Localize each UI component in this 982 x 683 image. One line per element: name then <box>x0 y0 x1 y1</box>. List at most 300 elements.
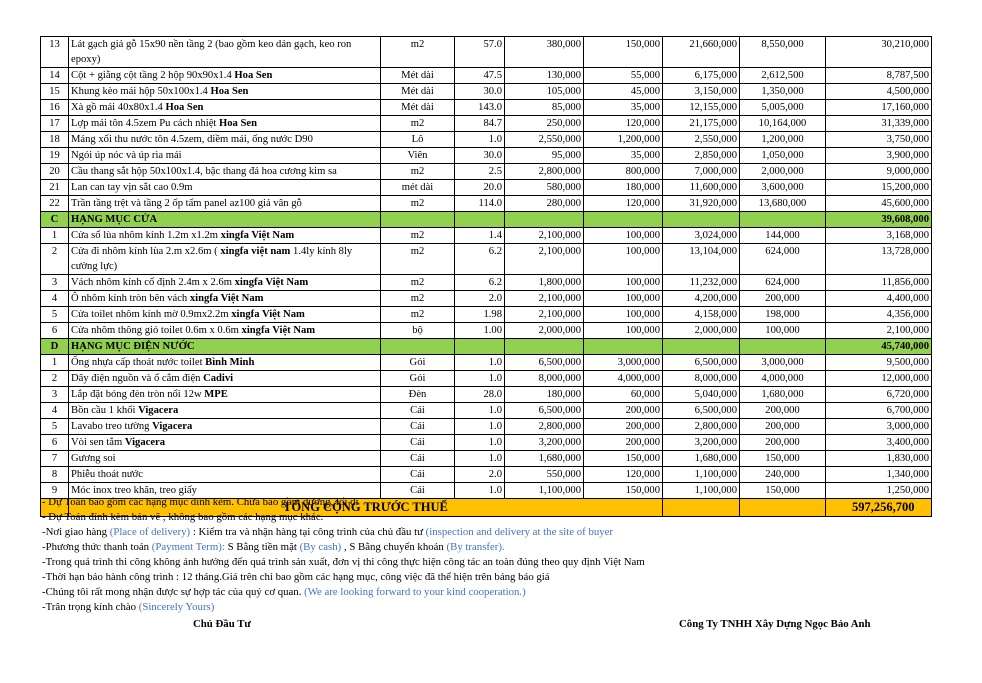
item-description <box>69 339 381 355</box>
material-unit-price: 6,500,000 <box>505 403 584 419</box>
labor-amount: 2,612,500 <box>740 68 826 84</box>
description-text: Ô nhôm kính tròn bên vách <box>71 293 190 304</box>
row-number: 3 <box>41 275 69 291</box>
unit: Cái <box>381 467 455 483</box>
table-row <box>41 132 932 148</box>
note-line <box>42 600 645 615</box>
row-total: 3,750,000 <box>826 132 932 148</box>
row-total: 39,608,000 <box>826 212 932 228</box>
note-text: -Phương thức thanh toán <box>42 541 152 553</box>
table-row <box>41 116 932 132</box>
material-unit-price: 1,100,000 <box>505 483 584 499</box>
description-text: Ống nhựa cấp thoát nước toilet <box>71 357 206 368</box>
labor-unit-price: 3,000,000 <box>584 355 663 371</box>
labor-amount: 4,000,000 <box>740 371 826 387</box>
row-total: 4,400,000 <box>826 291 932 307</box>
description-text: Khung kèo mái hộp 50x100x1.4 <box>71 86 211 97</box>
labor-unit-price: 35,000 <box>584 148 663 164</box>
labor-unit-price: 150,000 <box>584 37 663 68</box>
quotation-table-body <box>41 37 932 517</box>
labor-unit-price: 200,000 <box>584 419 663 435</box>
unit: bộ <box>381 323 455 339</box>
empty-cell <box>740 339 826 355</box>
row-number: 21 <box>41 180 69 196</box>
empty-cell <box>584 212 663 228</box>
labor-amount: 240,000 <box>740 467 826 483</box>
quantity: 1.0 <box>455 403 505 419</box>
row-number: D <box>41 339 69 355</box>
material-unit-price: 130,000 <box>505 68 584 84</box>
labor-unit-price: 100,000 <box>584 275 663 291</box>
labor-amount: 144,000 <box>740 228 826 244</box>
unit: mét dài <box>381 180 455 196</box>
empty-cell <box>740 499 826 517</box>
quantity: 6.2 <box>455 244 505 275</box>
table-row <box>41 68 932 84</box>
material-unit-price: 250,000 <box>505 116 584 132</box>
material-unit-price: 6,500,000 <box>505 355 584 371</box>
unit: Cái <box>381 403 455 419</box>
description-text: Lan can tay vịn sắt cao 0.9m <box>71 182 193 193</box>
description-text: Phiễu thoát nước <box>71 469 143 480</box>
quantity: 57.0 <box>455 37 505 68</box>
brand-name: xingfa Việt Nam <box>231 309 305 320</box>
material-amount: 5,040,000 <box>663 387 740 403</box>
unit: m2 <box>381 291 455 307</box>
labor-unit-price: 150,000 <box>584 483 663 499</box>
material-amount: 1,100,000 <box>663 467 740 483</box>
row-total: 9,000,000 <box>826 164 932 180</box>
description-text: Ngói úp nóc và úp rìa mái <box>71 150 182 161</box>
labor-unit-price: 800,000 <box>584 164 663 180</box>
quantity: 1.98 <box>455 307 505 323</box>
empty-cell <box>663 212 740 228</box>
quantity: 1.0 <box>455 355 505 371</box>
row-number: 20 <box>41 164 69 180</box>
description-text: Cửa sổ lùa nhôm kính 1.2m x1.2m <box>71 230 221 241</box>
material-unit-price: 95,000 <box>505 148 584 164</box>
table-row <box>41 403 932 419</box>
brand-name: Vigacera <box>152 421 193 432</box>
quotation-table <box>40 36 932 517</box>
labor-unit-price: 55,000 <box>584 68 663 84</box>
material-amount: 2,800,000 <box>663 419 740 435</box>
unit: Gói <box>381 355 455 371</box>
unit: m2 <box>381 228 455 244</box>
item-description <box>69 164 381 180</box>
material-amount: 1,680,000 <box>663 451 740 467</box>
note-text: -Thời hạn bảo hành công trình : 12 tháng.Giá trên chỉ bao gồm các hạng mục, công việc đã thể hiện trên bảng báo giá <box>42 571 550 583</box>
material-amount: 6,500,000 <box>663 355 740 371</box>
material-amount: 12,155,000 <box>663 100 740 116</box>
row-number: 3 <box>41 387 69 403</box>
table-row <box>41 371 932 387</box>
quantity: 20.0 <box>455 180 505 196</box>
brand-name: Hoa Sen <box>219 118 257 129</box>
labor-unit-price: 100,000 <box>584 244 663 275</box>
row-total: 3,400,000 <box>826 435 932 451</box>
empty-cell <box>381 339 455 355</box>
material-unit-price: 280,000 <box>505 196 584 212</box>
note-line <box>42 585 645 600</box>
item-description <box>69 228 381 244</box>
brand-name: Bình Minh <box>205 357 255 368</box>
labor-unit-price: 150,000 <box>584 451 663 467</box>
item-description <box>69 244 381 275</box>
note-line <box>42 570 645 585</box>
quantity: 1.0 <box>455 435 505 451</box>
row-total: 9,500,000 <box>826 355 932 371</box>
quantity: 1.0 <box>455 132 505 148</box>
row-number: 9 <box>41 483 69 499</box>
row-total: 30,210,000 <box>826 37 932 68</box>
labor-amount: 200,000 <box>740 403 826 419</box>
material-amount: 6,175,000 <box>663 68 740 84</box>
row-total: 13,728,000 <box>826 244 932 275</box>
row-total: 31,339,000 <box>826 116 932 132</box>
labor-unit-price: 100,000 <box>584 291 663 307</box>
quantity: 30.0 <box>455 84 505 100</box>
grand-total-value: 597,256,700 <box>826 499 932 517</box>
item-description <box>69 371 381 387</box>
item-description <box>69 132 381 148</box>
labor-unit-price: 120,000 <box>584 116 663 132</box>
row-number: 1 <box>41 355 69 371</box>
row-total: 45,600,000 <box>826 196 932 212</box>
unit: Cái <box>381 419 455 435</box>
unit: Cái <box>381 451 455 467</box>
material-amount: 4,158,000 <box>663 307 740 323</box>
table-row <box>41 467 932 483</box>
labor-amount: 150,000 <box>740 483 826 499</box>
material-amount: 3,150,000 <box>663 84 740 100</box>
description-text: Dây điện nguồn và ổ cắm điện <box>71 373 204 384</box>
labor-amount: 8,550,000 <box>740 37 826 68</box>
brand-name: Hoa Sen <box>210 86 249 97</box>
unit: Mét dài <box>381 68 455 84</box>
description-text: Lavabo treo tường <box>71 421 153 432</box>
quantity: 84.7 <box>455 116 505 132</box>
quantity: 1.0 <box>455 483 505 499</box>
labor-unit-price: 35,000 <box>584 100 663 116</box>
row-number: 6 <box>41 435 69 451</box>
material-amount: 3,200,000 <box>663 435 740 451</box>
quantity: 1.0 <box>455 419 505 435</box>
empty-cell <box>663 339 740 355</box>
note-english: (We are looking forward to your kind cooperation.) <box>304 586 526 598</box>
table-row <box>41 291 932 307</box>
labor-amount: 1,680,000 <box>740 387 826 403</box>
row-number: 5 <box>41 307 69 323</box>
quantity: 30.0 <box>455 148 505 164</box>
row-number: 19 <box>41 148 69 164</box>
unit: m2 <box>381 307 455 323</box>
quantity: 2.0 <box>455 467 505 483</box>
row-number: 6 <box>41 323 69 339</box>
item-description <box>69 212 381 228</box>
quantity: 47.5 <box>455 68 505 84</box>
row-number: 1 <box>41 228 69 244</box>
quantity: 28.0 <box>455 387 505 403</box>
labor-amount: 624,000 <box>740 244 826 275</box>
item-description <box>69 148 381 164</box>
description-text: HẠNG MỤC CỬA <box>71 214 158 225</box>
unit: Mét dài <box>381 84 455 100</box>
material-amount: 2,000,000 <box>663 323 740 339</box>
row-total: 12,000,000 <box>826 371 932 387</box>
table-row <box>41 180 932 196</box>
material-unit-price: 2,100,000 <box>505 244 584 275</box>
description-text: Móc inox treo khăn, treo giấy <box>71 485 197 496</box>
unit: Viên <box>381 148 455 164</box>
table-row <box>41 196 932 212</box>
item-description <box>69 435 381 451</box>
material-unit-price: 2,100,000 <box>505 291 584 307</box>
row-number: 22 <box>41 196 69 212</box>
table-row <box>41 164 932 180</box>
note-text: - Dự Toán bao gồm các hạng mục đính kèm. Chưa bao gồm đường, lối đi <box>42 496 359 508</box>
row-total: 17,160,000 <box>826 100 932 116</box>
table-row <box>41 228 932 244</box>
row-number: 8 <box>41 467 69 483</box>
note-english: (By cash) <box>299 541 342 553</box>
labor-amount: 1,050,000 <box>740 148 826 164</box>
item-description <box>69 307 381 323</box>
row-number: 2 <box>41 244 69 275</box>
unit: Gói <box>381 371 455 387</box>
description-text: Trần tầng trệt và tầng 2 ốp tấm panel az100 giả vân gỗ <box>71 198 302 209</box>
material-amount: 2,550,000 <box>663 132 740 148</box>
item-description <box>69 387 381 403</box>
table-row <box>41 451 932 467</box>
material-amount: 13,104,000 <box>663 244 740 275</box>
material-amount: 2,850,000 <box>663 148 740 164</box>
table-row <box>41 275 932 291</box>
labor-amount: 200,000 <box>740 419 826 435</box>
material-amount: 1,100,000 <box>663 483 740 499</box>
material-amount: 21,660,000 <box>663 37 740 68</box>
labor-amount: 3,000,000 <box>740 355 826 371</box>
row-total: 4,356,000 <box>826 307 932 323</box>
material-unit-price: 2,100,000 <box>505 307 584 323</box>
brand-name: MPE <box>204 389 228 400</box>
empty-cell <box>455 212 505 228</box>
material-amount: 7,000,000 <box>663 164 740 180</box>
labor-unit-price: 100,000 <box>584 307 663 323</box>
description-text: Cửa toilet nhôm kính mờ 0.9mx2.2m <box>71 309 232 320</box>
signature-owner: Chủ Đầu Tư <box>193 618 251 630</box>
labor-amount: 1,200,000 <box>740 132 826 148</box>
item-description <box>69 37 381 68</box>
labor-unit-price: 120,000 <box>584 196 663 212</box>
material-unit-price: 1,800,000 <box>505 275 584 291</box>
labor-amount: 150,000 <box>740 451 826 467</box>
brand-name: xingfa Việt Nam <box>220 230 295 241</box>
row-number: 13 <box>41 37 69 68</box>
item-description <box>69 116 381 132</box>
brand-name: Hoa Sen <box>165 102 204 113</box>
labor-amount: 198,000 <box>740 307 826 323</box>
row-total: 8,787,500 <box>826 68 932 84</box>
material-amount: 21,175,000 <box>663 116 740 132</box>
description-text: Bồn cầu 1 khối <box>71 405 139 416</box>
row-total: 6,700,000 <box>826 403 932 419</box>
item-description <box>69 84 381 100</box>
material-unit-price: 580,000 <box>505 180 584 196</box>
unit: m2 <box>381 164 455 180</box>
table-row <box>41 100 932 116</box>
unit: m2 <box>381 37 455 68</box>
empty-cell <box>505 212 584 228</box>
unit: Cái <box>381 483 455 499</box>
labor-unit-price: 100,000 <box>584 323 663 339</box>
material-unit-price: 2,800,000 <box>505 419 584 435</box>
unit: Đèn <box>381 387 455 403</box>
row-number: C <box>41 212 69 228</box>
table-row <box>41 37 932 68</box>
unit: m2 <box>381 196 455 212</box>
table-row <box>41 84 932 100</box>
unit: Lô <box>381 132 455 148</box>
row-number: 7 <box>41 451 69 467</box>
labor-amount: 10,164,000 <box>740 116 826 132</box>
unit: m2 <box>381 275 455 291</box>
note-english: (Sincerely Yours) <box>138 601 215 613</box>
empty-cell <box>505 339 584 355</box>
empty-cell <box>584 339 663 355</box>
table-row <box>41 387 932 403</box>
section-row <box>41 212 932 228</box>
item-description <box>69 275 381 291</box>
material-unit-price: 105,000 <box>505 84 584 100</box>
labor-unit-price: 120,000 <box>584 467 663 483</box>
labor-amount: 100,000 <box>740 323 826 339</box>
description-text: Vòi sen tắm <box>71 437 125 448</box>
description-text: Lắp đặt bóng đèn tròn nổi 12w <box>71 389 205 400</box>
section-row <box>41 339 932 355</box>
item-description <box>69 419 381 435</box>
row-number: 14 <box>41 68 69 84</box>
row-total: 3,168,000 <box>826 228 932 244</box>
row-total: 1,250,000 <box>826 483 932 499</box>
material-amount: 11,232,000 <box>663 275 740 291</box>
grand-total-label: TỔNG CỘNG TRƯỚC THUẾ <box>69 499 663 517</box>
material-unit-price: 2,100,000 <box>505 228 584 244</box>
labor-amount: 5,005,000 <box>740 100 826 116</box>
table-row <box>41 148 932 164</box>
description-text: Xà gồ mái 40x80x1.4 <box>71 102 166 113</box>
note-text: -Trong quá trình thi công không ảnh hưởng đến quá trình sản xuất, đơn vị thi công thực hiện công tác an toàn đúng theo quy định Việt Nam <box>42 556 645 568</box>
row-number: 18 <box>41 132 69 148</box>
row-number: 17 <box>41 116 69 132</box>
note-text: S Bằng tiền mặt <box>224 541 300 553</box>
material-amount: 8,000,000 <box>663 371 740 387</box>
row-total: 15,200,000 <box>826 180 932 196</box>
item-description <box>69 68 381 84</box>
description-text: Cửa đi nhôm kính lùa 2.m x2.6m ( <box>71 246 221 257</box>
description-text: Gương soi <box>71 453 116 464</box>
brand-name: xingfa Việt Nam <box>241 325 316 336</box>
labor-unit-price: 180,000 <box>584 180 663 196</box>
row-number: 4 <box>41 403 69 419</box>
description-text: Cửa nhôm thông gió toilet 0.6m x 0.6m <box>71 325 242 336</box>
material-unit-price: 85,000 <box>505 100 584 116</box>
material-amount: 11,600,000 <box>663 180 740 196</box>
material-unit-price: 3,200,000 <box>505 435 584 451</box>
note-text: -Nơi giao hàng <box>42 526 110 538</box>
note-text: - Dự Toán đính kèm bản vẽ , không bao gồm các hạng mục khác. <box>42 511 324 523</box>
brand-name: xingfa việt nam <box>220 246 291 257</box>
note-line <box>42 525 645 540</box>
note-text: , S Bằng chuyển khoản <box>341 541 447 553</box>
labor-amount: 200,000 <box>740 291 826 307</box>
table-row <box>41 244 932 275</box>
brand-name: xingfa Việt Nam <box>234 277 309 288</box>
unit: Cái <box>381 435 455 451</box>
signature-company: Công Ty TNHH Xây Dựng Ngọc Bảo Anh <box>679 618 871 630</box>
description-text: Lát gạch giả gỗ 15x90 nền tầng 2 (bao gồm keo dán gạch, keo ron epoxy) <box>71 39 352 65</box>
description-text: Cột + giằng cột tầng 2 hộp 90x90x1.4 <box>71 70 235 81</box>
row-number: 16 <box>41 100 69 116</box>
note-english: (Payment Term): <box>151 541 225 553</box>
row-total: 45,740,000 <box>826 339 932 355</box>
row-total: 4,500,000 <box>826 84 932 100</box>
quantity: 1.0 <box>455 451 505 467</box>
table-row <box>41 307 932 323</box>
material-amount: 3,024,000 <box>663 228 740 244</box>
table-row <box>41 419 932 435</box>
labor-unit-price: 200,000 <box>584 435 663 451</box>
item-description <box>69 467 381 483</box>
material-amount: 31,920,000 <box>663 196 740 212</box>
empty-cell <box>663 499 740 517</box>
labor-amount: 13,680,000 <box>740 196 826 212</box>
note-text: : Kiểm tra và nhận hàng tại công trình của chủ đầu tư <box>190 526 426 538</box>
item-description <box>69 100 381 116</box>
brand-name: Hoa Sen <box>234 70 273 81</box>
item-description <box>69 403 381 419</box>
description-text: Lợp mái tôn 4.5zem Pu cách nhiệt <box>71 118 219 129</box>
note-line <box>42 555 645 570</box>
row-number: 4 <box>41 291 69 307</box>
note-english: (Place of delivery) <box>109 526 191 538</box>
item-description <box>69 451 381 467</box>
material-amount: 4,200,000 <box>663 291 740 307</box>
material-unit-price: 2,000,000 <box>505 323 584 339</box>
table-row <box>41 323 932 339</box>
row-total: 3,000,000 <box>826 419 932 435</box>
material-unit-price: 2,550,000 <box>505 132 584 148</box>
notes-section <box>42 495 645 615</box>
labor-unit-price: 45,000 <box>584 84 663 100</box>
brand-name: Vigacera <box>124 437 166 448</box>
material-unit-price: 180,000 <box>505 387 584 403</box>
labor-unit-price: 1,200,000 <box>584 132 663 148</box>
labor-amount: 624,000 <box>740 275 826 291</box>
description-text: Máng xối thu nước tôn 4.5zem, diềm mái, ống nước D90 <box>71 134 313 145</box>
labor-amount: 2,000,000 <box>740 164 826 180</box>
labor-unit-price: 4,000,000 <box>584 371 663 387</box>
description-text: HẠNG MỤC ĐIỆN NƯỚC <box>71 341 195 352</box>
note-line <box>42 510 645 525</box>
row-total: 3,900,000 <box>826 148 932 164</box>
row-total: 1,340,000 <box>826 467 932 483</box>
quantity: 1.0 <box>455 371 505 387</box>
quantity: 2.0 <box>455 291 505 307</box>
labor-unit-price: 100,000 <box>584 228 663 244</box>
labor-unit-price: 200,000 <box>584 403 663 419</box>
material-unit-price: 380,000 <box>505 37 584 68</box>
